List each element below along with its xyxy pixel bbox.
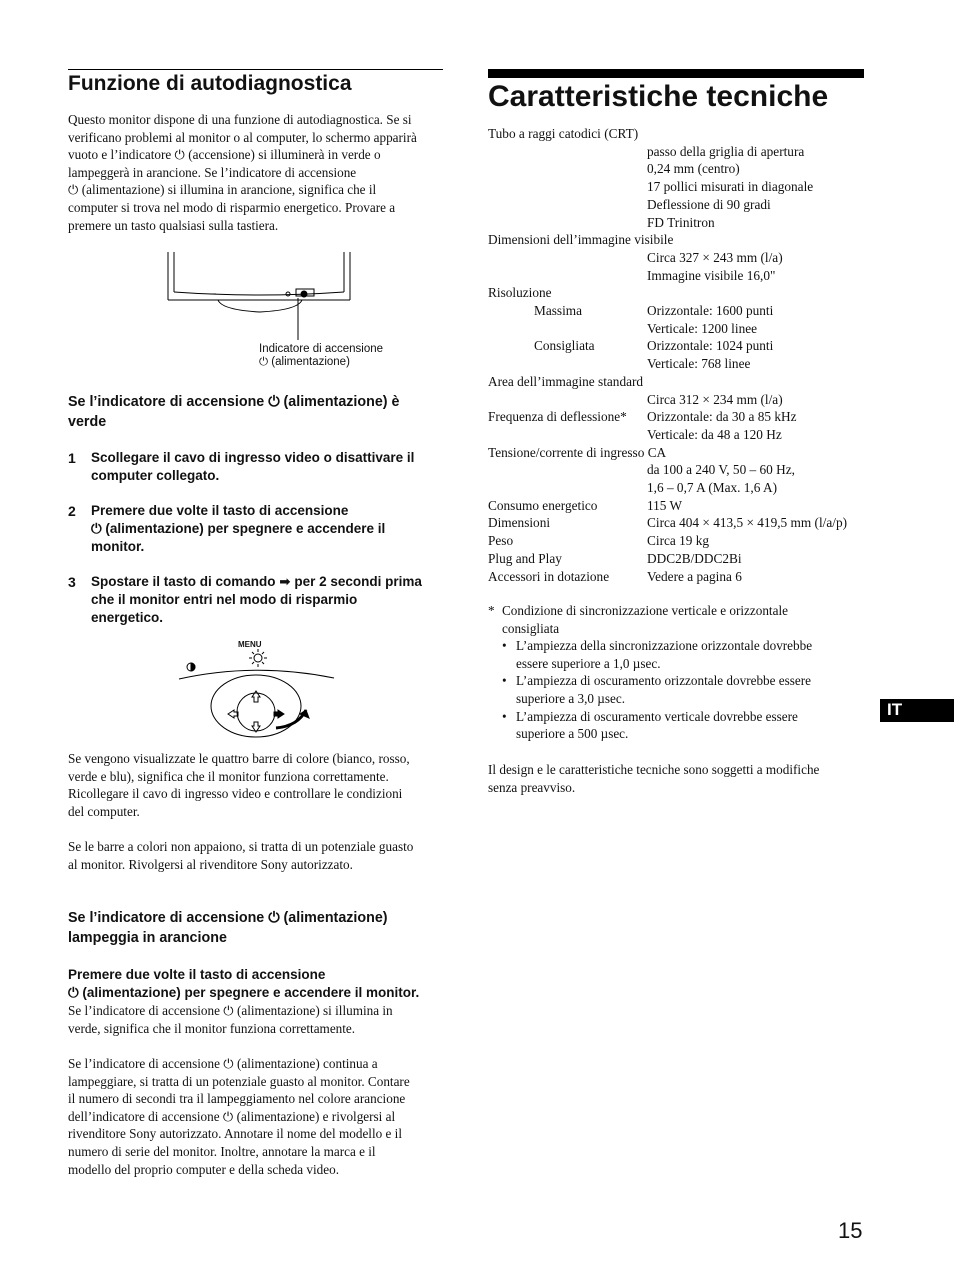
spec-value: 115 W [647,497,683,513]
spec-value: FD Trinitron [647,214,715,230]
spec-value: Circa 19 kg [647,533,710,549]
spec-label: Consigliata [534,338,595,354]
brightness-icon [254,654,262,662]
spec-value: Vedere a pagina 6 [647,568,742,584]
spec-label: Dimensioni [488,515,551,531]
spec-label: Peso [488,533,514,549]
text-line: numero di serie del monitor. Inoltre, annotare la marca e il [68,1143,376,1159]
heading-indicator-green [68,392,400,432]
control-button-illustration [176,648,336,742]
step-line: Scollegare il cavo di ingresso video o disattivare il [91,450,415,465]
intro-paragraph [68,111,448,234]
text-line: Se l’indicatore di accensione ⏻ (alimentazione) continua a [68,1056,378,1071]
text-line: verde e blu), significa che il monitor funziona correttamente. [68,768,389,784]
text-line: ⏻ (alimentazione) si illumina in arancione, significa che il [68,182,377,198]
step-number: 3 [68,574,76,590]
language-tab [880,699,954,722]
text-line: Se vengono visualizzate le quattro barre di colore (bianco, rosso, [68,751,410,766]
instruction-line: Premere due volte il tasto di accensione [68,967,326,982]
footnote-marker: * [488,603,495,618]
text-line: del computer. [68,803,140,819]
spec-label: Risoluzione [488,285,552,301]
right-title-bar [488,69,864,78]
spec-value: Verticale: da 48 a 120 Hz [647,426,782,442]
text-line: Condizione di sincronizzazione verticale e orizzontale [502,603,788,618]
heading-line: verde [68,414,107,430]
text-line: superiore a 500 µsec. [516,726,629,742]
language-tab-label: IT [887,700,903,719]
spec-value: Immagine visibile 16,0" [647,267,776,283]
bullet-marker: • [502,673,507,689]
paragraph-color-bars [68,750,448,820]
text-line: L’ampiezza della sincronizzazione orizzontale dovrebbe [516,638,813,654]
text-line: lampeggerà in arancione. Se l’indicatore di accensione [68,164,357,180]
step-3-text [91,573,422,627]
footnote [488,602,868,743]
text-line: vuoto e l’indicatore ⏻ (accensione) si illuminerà in verde o [68,147,381,163]
step-1-text [91,449,414,485]
spec-label: Tensione/corrente di ingresso CA [488,444,667,460]
footnote-item [488,602,868,637]
spec-value: Circa 327 × 243 mm (l/a) [647,249,783,265]
spec-value: da 100 a 240 V, 50 – 60 Hz, [647,462,795,478]
bullet-marker: • [502,638,507,654]
spec-value: Circa 404 × 413,5 × 419,5 mm (l/a/p) [647,515,848,531]
text-line: Il design e le caratteristiche tecniche sono soggetti a modifiche [488,762,820,777]
spec-value: Orizzontale: 1024 punti [647,338,774,354]
step-line: che il monitor entri nel modo di risparmio [91,592,358,607]
text-line: Se le barre a colori non appaiono, si tratta di un potenziale guasto [68,839,414,854]
spec-label: Area dell’immagine standard [488,373,644,389]
left-title-rule [68,69,443,70]
spec-value: Deflessione di 90 gradi [647,196,771,212]
step-line: monitor. [91,539,145,554]
spec-value: 0,24 mm (centro) [647,161,740,177]
text-line: superiore a 3,0 µsec. [516,690,626,706]
spec-value: Verticale: 1200 linee [647,320,758,336]
text-line: premere un tasto qualsiasi sulla tastiera. [68,217,279,233]
text-line: al monitor. Rivolgersi al rivenditore Sony autorizzato. [68,856,353,872]
spec-table [488,126,878,596]
text-line: senza preavviso. [488,779,576,795]
paragraph-blink [68,1055,448,1178]
text-line: dell’indicatore di accensione ⏻ (alimentazione) e rivolgersi al [68,1108,396,1124]
heading-line: Se l’indicatore di accensione ⏻ (alimentazione) è [68,394,400,410]
spec-value: 1,6 – 0,7 A (Max. 1,6 A) [647,480,778,495]
step-number: 1 [68,450,76,466]
text-line: L’ampiezza di oscuramento orizzontale dovrebbe essere [516,673,811,689]
spec-value: 17 pollici misurati in diagonale [647,179,814,195]
text-line: Ricollegare il cavo di ingresso video e controllare le condizioni [68,786,403,802]
spec-label: Plug and Play [488,550,562,566]
caption-line: Indicatore di accensione [259,343,384,355]
heading-line: lampeggia in arancione [68,930,227,946]
indicator-caption [259,343,383,369]
text-line: verificano problemi al monitor o al computer, lo schermo apparirà [68,129,417,145]
heading-indicator-orange [68,908,388,948]
monitor-front-illustration [160,248,360,340]
spec-value: Circa 312 × 234 mm (l/a) [647,391,783,407]
spec-label: Tubo a raggi catodici (CRT) [488,126,639,141]
text-line: lampeggiare, si tratta di un potenziale guasto al monitor. Contare [68,1073,410,1089]
step-2-text [91,502,385,556]
text-line: essere superiore a 1,0 µsec. [516,655,661,671]
text-line: computer si trova nel modo di risparmio energetico. Provare a [68,199,396,215]
step-line: ⏻ (alimentazione) per spegnere e accendere il [91,521,386,536]
bullet-item [488,708,868,743]
spec-label: Frequenza di deflessione* [488,409,627,425]
bullet-item [488,637,868,672]
step-number: 2 [68,503,76,519]
text-line: modello del proprio computer e della scheda video. [68,1161,339,1177]
text-line: Se l’indicatore di accensione ⏻ (alimentazione) si illumina in [68,1003,393,1018]
spec-value: Orizzontale: da 30 a 85 kHz [647,409,797,425]
instruction-line: ⏻ (alimentazione) per spegnere e accendere il monitor. [68,985,420,1000]
text-line: verde, significa che il monitor funziona correttamente. [68,1020,356,1036]
bullet-item [488,672,868,707]
paragraph-no-bars [68,838,448,873]
text-line: Questo monitor dispone di una funzione di autodiagnostica. Se si [68,112,412,127]
step-line: computer collegato. [91,468,220,483]
spec-value: Orizzontale: 1600 punti [647,303,774,318]
page-number: 15 [838,1218,863,1243]
step-line: energetico. [91,610,164,625]
step-line: Premere due volte il tasto di accensione [91,503,349,518]
bullet-marker: • [502,708,507,724]
spec-label: Dimensioni dell’immagine visibile [488,232,674,248]
text-line: L’ampiezza di oscuramento verticale dovrebbe essere [516,708,798,724]
spec-value: Verticale: 768 linee [647,356,751,372]
menu-label: MENU [238,640,262,649]
heading-line: Se l’indicatore di accensione ⏻ (alimentazione) [68,910,388,926]
section-title-caratteristiche: Caratteristiche tecniche [488,80,829,113]
closing-paragraph [488,761,868,796]
text-line: rivenditore Sony autorizzato. Annotare il nome del modello e il [68,1126,402,1142]
bold-instruction [68,966,419,1002]
spec-label: Consumo energetico [488,497,598,513]
caption-line: ⏻ (alimentazione) [259,356,350,368]
spec-label: Massima [534,303,583,318]
spec-label: Accessori in dotazione [488,568,610,584]
step-line: Spostare il tasto di comando ➡ per 2 secondi prima [91,574,422,589]
spec-value: passo della griglia di apertura [647,143,805,159]
spec-value: DDC2B/DDC2Bi [647,550,742,566]
text-line: consigliata [502,620,560,636]
paragraph-green [68,1002,448,1037]
text-line: il numero di secondi tra il lampeggiamento nel colore arancione [68,1091,406,1107]
section-title-autodiagnostica: Funzione di autodiagnostica [68,72,352,95]
